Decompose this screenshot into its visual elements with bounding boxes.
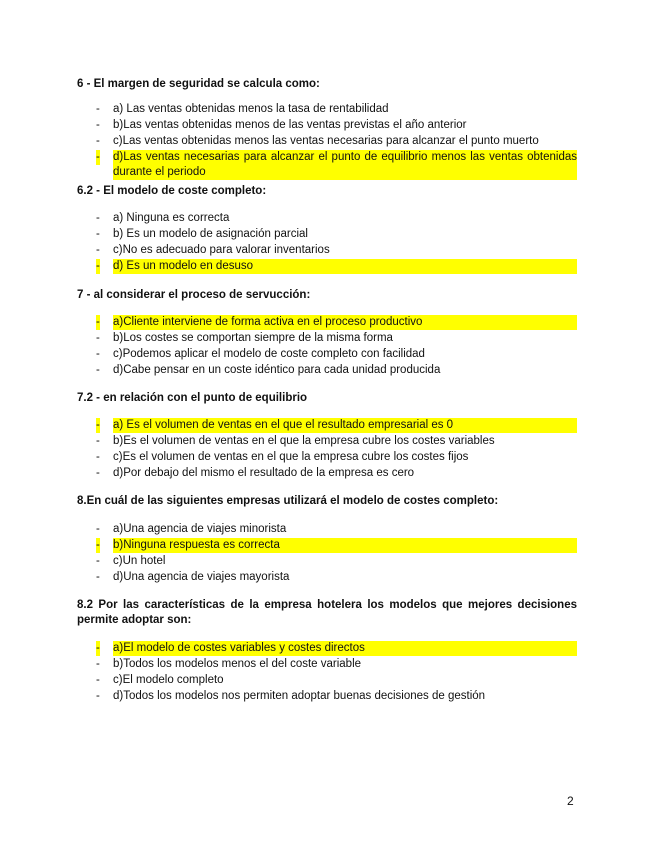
option-text: d)Una agencia de viajes mayorista	[113, 571, 290, 583]
option-text: d)Por debajo del mismo el resultado de la empresa es cero	[113, 467, 415, 479]
option-list	[77, 211, 577, 275]
option-item	[77, 570, 577, 585]
question-title: 6.2 - El modelo de coste completo:	[77, 185, 267, 197]
option-item	[77, 347, 577, 362]
option-item-highlighted	[77, 150, 577, 180]
option-text: b)Los costes se comportan siempre de la misma forma	[113, 332, 393, 344]
option-text: d) Es un modelo en desuso	[113, 259, 577, 274]
option-text: c)Un hotel	[113, 555, 166, 567]
bullet-dash: -	[96, 658, 100, 670]
option-text: a)Una agencia de viajes minorista	[113, 523, 287, 535]
bullet-dash: -	[96, 523, 100, 535]
bullet-dash: -	[96, 690, 100, 702]
option-text: c)No es adecuado para valorar inventarios	[113, 244, 330, 256]
question-title: 7.2 - en relación con el punto de equilibrio	[77, 392, 308, 404]
bullet-dash: -	[96, 135, 100, 147]
option-item-highlighted	[77, 538, 577, 553]
option-item	[77, 227, 577, 242]
option-text: a) Es el volumen de ventas en el que el resultado empresarial es 0	[113, 418, 577, 433]
question-title: 7 - al considerar el proceso de servucción:	[77, 289, 311, 301]
bullet-dash: -	[96, 642, 100, 654]
option-text: b)Todos los modelos menos el del coste variable	[113, 658, 362, 670]
option-text: c)El modelo completo	[113, 674, 224, 686]
option-item	[77, 689, 577, 704]
option-item	[77, 243, 577, 258]
option-text: d)Las ventas necesarias para alcanzar el punto de equilibrio menos las ventas obtenidas durante el periodo	[113, 151, 577, 178]
option-item	[77, 522, 577, 537]
option-item	[77, 118, 577, 133]
option-text: a) Ninguna es correcta	[113, 212, 230, 224]
option-list	[77, 522, 577, 586]
option-text: b)Las ventas obtenidas menos de las ventas previstas el año anterior	[113, 119, 467, 131]
bullet-dash: -	[96, 212, 100, 224]
bullet-dash: -	[96, 467, 100, 479]
option-text: b) Es un modelo de asignación parcial	[113, 228, 308, 240]
option-text: d)Cabe pensar en un coste idéntico para cada unidad producida	[113, 364, 441, 376]
bullet-dash: -	[96, 151, 100, 163]
option-text: a)El modelo de costes variables y costes directos	[113, 641, 577, 656]
option-item	[77, 102, 577, 117]
option-text: c)Podemos aplicar el modelo de coste completo con facilidad	[113, 348, 425, 360]
option-list	[77, 418, 577, 482]
option-text: d)Todos los modelos nos permiten adoptar buenas decisiones de gestión	[113, 690, 486, 702]
option-item-highlighted	[77, 259, 577, 274]
option-text: c)Las ventas obtenidas menos las ventas necesarias para alcanzar el punto muerto	[113, 135, 539, 147]
bullet-dash: -	[96, 364, 100, 376]
option-item	[77, 211, 577, 226]
option-item	[77, 331, 577, 346]
option-item-highlighted	[77, 418, 577, 433]
bullet-dash: -	[96, 555, 100, 567]
question-title: 6 - El margen de seguridad se calcula como:	[77, 78, 320, 90]
bullet-dash: -	[96, 419, 100, 431]
question-title: 8.En cuál de las siguientes empresas utilizará el modelo de costes completo:	[77, 495, 499, 507]
bullet-dash: -	[96, 571, 100, 583]
question-title: 8.2 Por las características de la empresa hotelera los modelos que mejores decisiones permite adoptar son:	[77, 599, 577, 626]
bullet-dash: -	[96, 119, 100, 131]
page-number: 2	[567, 794, 574, 808]
option-item	[77, 673, 577, 688]
option-item-highlighted	[77, 641, 577, 656]
option-text: b)Es el volumen de ventas en el que la empresa cubre los costes variables	[113, 435, 495, 447]
bullet-dash: -	[96, 674, 100, 686]
bullet-dash: -	[96, 260, 100, 272]
option-item	[77, 134, 577, 149]
option-item	[77, 554, 577, 569]
bullet-dash: -	[96, 435, 100, 447]
bullet-dash: -	[96, 103, 100, 115]
option-text: b)Ninguna respuesta es correcta	[113, 538, 577, 553]
bullet-dash: -	[96, 348, 100, 360]
bullet-dash: -	[96, 228, 100, 240]
option-item	[77, 657, 577, 672]
option-item	[77, 466, 577, 481]
option-text: c)Es el volumen de ventas en el que la empresa cubre los costes fijos	[113, 451, 469, 463]
bullet-dash: -	[96, 539, 100, 551]
option-list	[77, 315, 577, 379]
option-item-highlighted	[77, 315, 577, 330]
option-list	[77, 641, 577, 705]
option-item	[77, 363, 577, 378]
option-text: a)Cliente interviene de forma activa en el proceso productivo	[113, 315, 577, 330]
bullet-dash: -	[96, 332, 100, 344]
option-text: a) Las ventas obtenidas menos la tasa de rentabilidad	[113, 103, 389, 115]
bullet-dash: -	[96, 244, 100, 256]
option-item	[77, 434, 577, 449]
bullet-dash: -	[96, 451, 100, 463]
bullet-dash: -	[96, 316, 100, 328]
option-list	[77, 102, 577, 181]
option-item	[77, 450, 577, 465]
